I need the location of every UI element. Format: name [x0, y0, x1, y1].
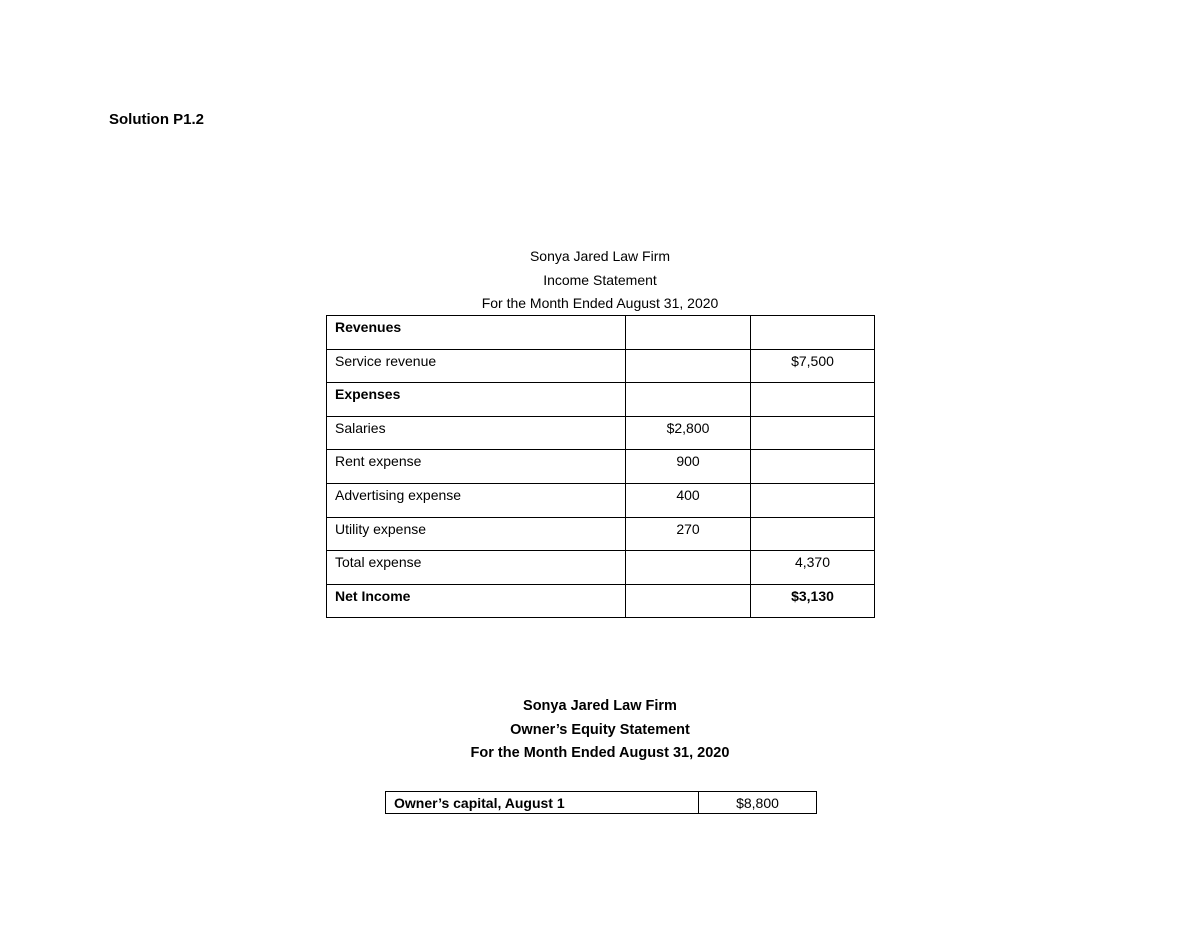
section-header-expenses: Expenses [327, 383, 626, 417]
table-cell [626, 551, 751, 585]
table-row [327, 517, 875, 551]
row-label-net-income: Net Income [327, 584, 626, 618]
income-statement-title: Income Statement [543, 271, 657, 288]
table-cell [626, 316, 751, 350]
total-expense-amount: 4,370 [751, 551, 875, 585]
table-cell [751, 450, 875, 484]
equity-statement-heading [0, 695, 1200, 766]
salaries-amount: $2,800 [626, 416, 751, 450]
income-statement-period: For the Month Ended August 31, 2020 [481, 295, 719, 311]
owners-capital-amount: $8,800 [699, 792, 817, 814]
row-label-rent-expense: Rent expense [327, 450, 626, 484]
table-row [327, 416, 875, 450]
row-label-total-expense: Total expense [327, 551, 626, 585]
section-header-revenues: Revenues [327, 316, 626, 350]
service-revenue-amount: $7,500 [751, 349, 875, 383]
table-cell [626, 584, 751, 618]
table-cell [751, 517, 875, 551]
row-label-advertising-expense: Advertising expense [327, 483, 626, 517]
table-row [386, 792, 817, 814]
table-row [327, 584, 875, 618]
utility-expense-amount: 270 [626, 517, 751, 551]
table-row [327, 450, 875, 484]
equity-statement-title: Owner’s Equity Statement [510, 721, 690, 738]
solution-title: Solution P1.2 [109, 111, 205, 128]
net-income-amount: $3,130 [751, 584, 875, 618]
table-cell [751, 316, 875, 350]
table-row [327, 316, 875, 350]
rent-expense-amount: 900 [626, 450, 751, 484]
equity-statement-table [385, 791, 817, 814]
table-cell [626, 383, 751, 417]
equity-statement-period: For the Month Ended August 31, 2020 [470, 745, 730, 761]
advertising-expense-amount: 400 [626, 483, 751, 517]
income-company-name: Sonya Jared Law Firm [529, 248, 671, 264]
table-cell [751, 483, 875, 517]
equity-company-name: Sonya Jared Law Firm [523, 698, 677, 714]
income-statement-table [326, 315, 875, 618]
table-cell [751, 383, 875, 417]
table-cell [626, 349, 751, 383]
table-cell [751, 416, 875, 450]
row-label-salaries: Salaries [327, 416, 626, 450]
table-row [327, 551, 875, 585]
row-label-utility-expense: Utility expense [327, 517, 626, 551]
table-row [327, 383, 875, 417]
table-row [327, 349, 875, 383]
income-statement-heading [0, 245, 1200, 316]
row-label-owners-capital: Owner’s capital, August 1 [386, 792, 699, 814]
table-row [327, 483, 875, 517]
row-label-service-revenue: Service revenue [327, 349, 626, 383]
